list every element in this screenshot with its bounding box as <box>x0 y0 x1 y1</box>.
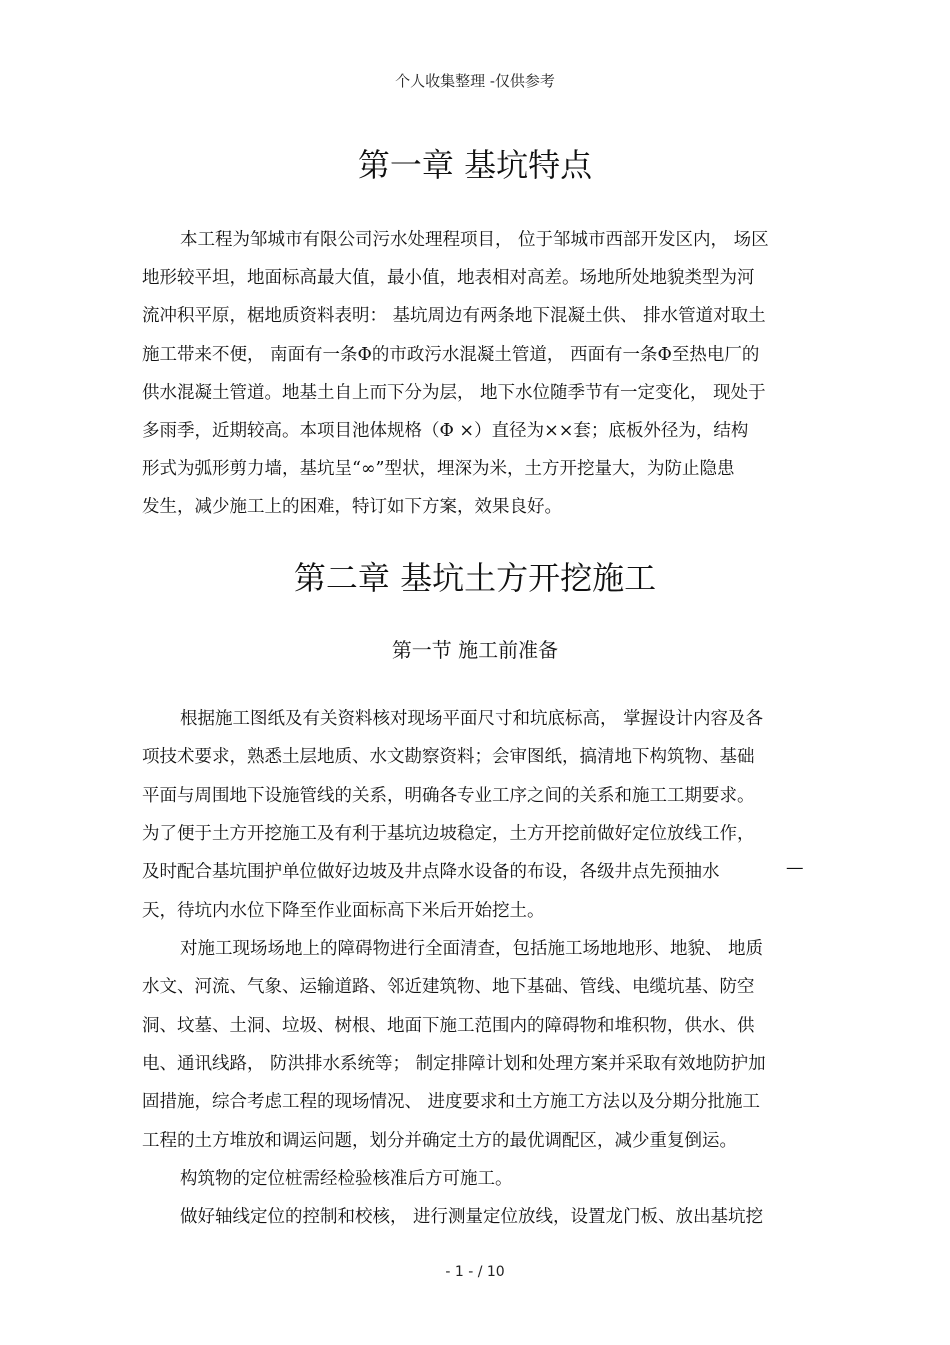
page-number: - 1 - / 10 <box>445 1264 505 1280</box>
text-line: 天，待坑内水位下降至作业面标高下米后开始挖土。 <box>142 901 545 921</box>
text-line: 形式为弧形剪力墙，基坑呈“∞”型状，埋深为米，土方开挖量大，为防止隐患 <box>142 459 735 479</box>
text-line: 对施工现场场地上的障碍物进行全面清查，包括施工场地地形、地貌、 地质 <box>180 939 764 959</box>
text-line: 流冲积平原，椐地质资料表明： 基坑周边有两条地下混凝土供、 排水管道对取土 <box>142 306 766 326</box>
section-title: 第一节 施工前准备 <box>391 638 559 662</box>
text-line: 洞、坟墓、土洞、垃圾、树根、地面下施工范围内的障碍物和堆积物，供水、供 <box>142 1016 755 1036</box>
text-line: 做好轴线定位的控制和校核， 进行测量定位放线，设置龙门板、放出基坑挖 <box>180 1207 764 1227</box>
text-line: 供水混凝土管道。地基土自上而下分为层， 地下水位随季节有一定变化， 现处于 <box>142 383 766 403</box>
text-line: 根据施工图纸及有关资料核对现场平面尺寸和坑底标高， 掌握设计内容及各 <box>180 709 764 729</box>
text-line: 为了便于土方开挖施工及有利于基坑边坡稳定，土方开挖前做好定位放线工作， <box>142 824 755 844</box>
text-line: 及时配合基坑围护单位做好边坡及井点降水设备的布设，各级井点先预抽水 <box>142 862 720 882</box>
text-line: 构筑物的定位桩需经检验核准后方可施工。 <box>180 1169 513 1189</box>
chapter2-title: 第二章 基坑土方开挖施工 <box>293 559 657 597</box>
text-line: 电、通讯线路， 防洪排水系统等； 制定排障计划和处理方案并采取有效地防护加 <box>142 1054 766 1074</box>
text-line: 工程的土方堆放和调运问题，划分并确定土方的最优调配区，减少重复倒运。 <box>142 1131 737 1151</box>
text-line: 施工带来不便， 南面有一条Φ的市政污水混凝土管道， 西面有一条Φ至热电厂的 <box>142 345 760 365</box>
header-note: 个人收集整理 -仅供参考 <box>395 72 555 90</box>
chapter1-title: 第一章 基坑特点 <box>357 146 593 184</box>
text-line: 地形较平坦，地面标高最大值，最小值，地表相对高差。场地所处地貌类型为河 <box>142 268 755 288</box>
text-line: 多雨季，近期较高。本项目池体规格（Φ ×）直径为××套；底板外径为，结构 <box>142 421 749 441</box>
text-line: 本工程为邹城市有限公司污水处理程项目， 位于邹城市西部开发区内， 场区 <box>180 230 769 250</box>
dash-mark: — <box>786 858 804 878</box>
text-line: 平面与周围地下设施管线的关系，明确各专业工序之间的关系和施工工期要求。 <box>142 786 755 806</box>
text-line: 水文、河流、气象、运输道路、邻近建筑物、地下基础、管线、电缆坑基、防空 <box>142 977 755 997</box>
text-line: 项技术要求，熟悉土层地质、水文勘察资料；会审图纸，搞清地下构筑物、基础 <box>142 747 755 767</box>
text-line: 发生，减少施工上的困难，特订如下方案，效果良好。 <box>142 497 562 517</box>
text-line: 固措施，综合考虑工程的现场情况、 进度要求和土方施工方法以及分期分批施工 <box>142 1092 761 1112</box>
